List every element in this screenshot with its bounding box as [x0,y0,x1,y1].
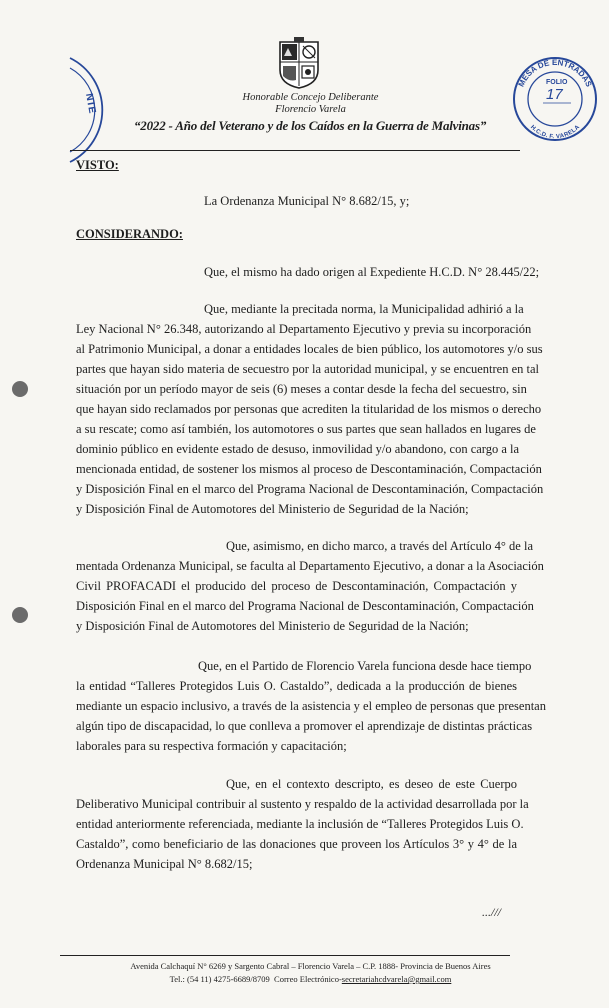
paragraph-line: mentada Ordenanza Municipal, se faculta al Departamento Ejecutivo, a donar a la Asociación [76,559,544,573]
paragraph-line: y Disposición Final de Automotores del Ministerio de Seguridad de la Nación; [76,619,469,633]
paragraph-line: Castaldo”, como beneficiario de las donaciones que proveen los Artículos 3° y 4° de la [76,837,517,851]
council-city: Florencio Varela [275,104,346,115]
paragraph-line: Que, mediante la precitada norma, la Municipalidad adhirió a la [204,302,524,316]
paragraph-line: partes que hayan sido materia de secuestro por la autoridad municipal, y se encuentren en tal [76,362,540,376]
year-motto: “2022 - Año del Veterano y de los Caídos en la Guerra de Malvinas” [134,118,487,133]
paragraph-line: situación por un período mayor de seis (6) meses a contar desde la fecha del secuestro, sin [76,382,527,396]
footer-email[interactable]: secretariahcdvarela@gmail.com [341,974,452,984]
visto-heading: VISTO: [76,158,119,172]
paragraph-line: la entidad “Talleres Protegidos Luis O. Castaldo”, dedicada a la producción de bienes [76,679,517,693]
paragraph-line: laborales para su respectiva formación y capacitación; [76,739,347,753]
footer-phone: Tel.: (54 11) 4275-6689/8709 [169,974,270,984]
council-seal-logo [272,36,326,90]
paragraph-line: Disposición Final en el marco del Programa Nacional de Descontaminación, Compactación [76,599,534,613]
paragraph-line: Que, asimismo, en dicho marco, a través del Artículo 4° de la [226,539,533,553]
header-divider [70,150,520,151]
paragraph-line: Ordenanza Municipal N° 8.682/15; [76,857,253,871]
punch-hole [12,607,28,623]
considerando-heading: CONSIDERANDO: [76,227,183,241]
paragraph-line: al Patrimonio Municipal, a donar a entidades locales de bien público, los automotores y/o sus [76,342,543,356]
paragraph-line: mediante un espacio inclusivo, a través de la asistencia y el empleo de personas que presentan [76,699,546,713]
paragraph-line: entidad anteriormente referenciada, mediante la inclusión de “Talleres Protegidos Luis O. [76,817,524,831]
folio-number: 17 [546,86,563,103]
council-name: Honorable Concejo Deliberante [242,92,379,103]
visto-text: La Ordenanza Municipal N° 8.682/15, y; [204,194,410,208]
stamp-ring-text: MESA DE ENTRADAS [516,57,594,89]
paragraph-line: dominio público en evidente estado de desuso, inmovilidad y/o abandono, con cargo a la [76,442,520,456]
continuation-mark: .../// [482,905,502,919]
paragraph-line: algún tipo de discapacidad, lo que conlleva a promover el aprendizaje de distintas prácticas [76,719,533,733]
paragraph-line: Civil PROFACADI el producido del proceso de Descontaminación, Compactación y [76,579,517,593]
paragraph-line: Deliberativo Municipal contribuir al sustento y respaldo de la actividad desarrollada por la [76,797,529,811]
footer-divider [60,955,510,956]
paragraph-line: y Disposición Final de Automotores del Ministerio de Seguridad de la Nación; [76,502,469,516]
left-stamp-text: NTE [83,92,98,115]
paragraph-line: mencionada entidad, de sostener los mismos al proceso de Descontaminación, Compactación [76,462,542,476]
paragraph-line: a su rescate; como así también, los automotores o sus partes que sean hallados en lugares de [76,422,536,436]
paragraph-line: que hayan sido reclamados por personas que acrediten la titularidad de los mismos o derecho [76,402,542,416]
stamp-bottom-text: H.C.D. F. VARELA [528,124,582,141]
paragraph-line: y Disposición Final en el marco del Programa Nacional de Descontaminación, Compactación [76,482,544,496]
paragraph-line: Que, en el contexto descripto, es deseo de este Cuerpo [226,777,517,791]
folio-label: FOLIO [546,79,568,86]
footer-email-label: Correo Electrónico- [274,974,342,984]
paragraph-line: Ley Nacional N° 26.348, autorizando al Departamento Ejecutivo y previa su incorporación [76,322,532,336]
footer-address: Avenida Calchaquí N° 6269 y Sargento Cabral – Florencio Varela – C.P. 1888- Provincia de Buenos Aires [130,961,491,971]
footer-contact [0,974,609,984]
punch-hole [12,381,28,397]
paragraph-line: Que, en el Partido de Florencio Varela funciona desde hace tiempo [198,659,532,673]
paragraph-line: Que, el mismo ha dado origen al Expediente H.C.D. N° 28.445/22; [204,265,540,279]
